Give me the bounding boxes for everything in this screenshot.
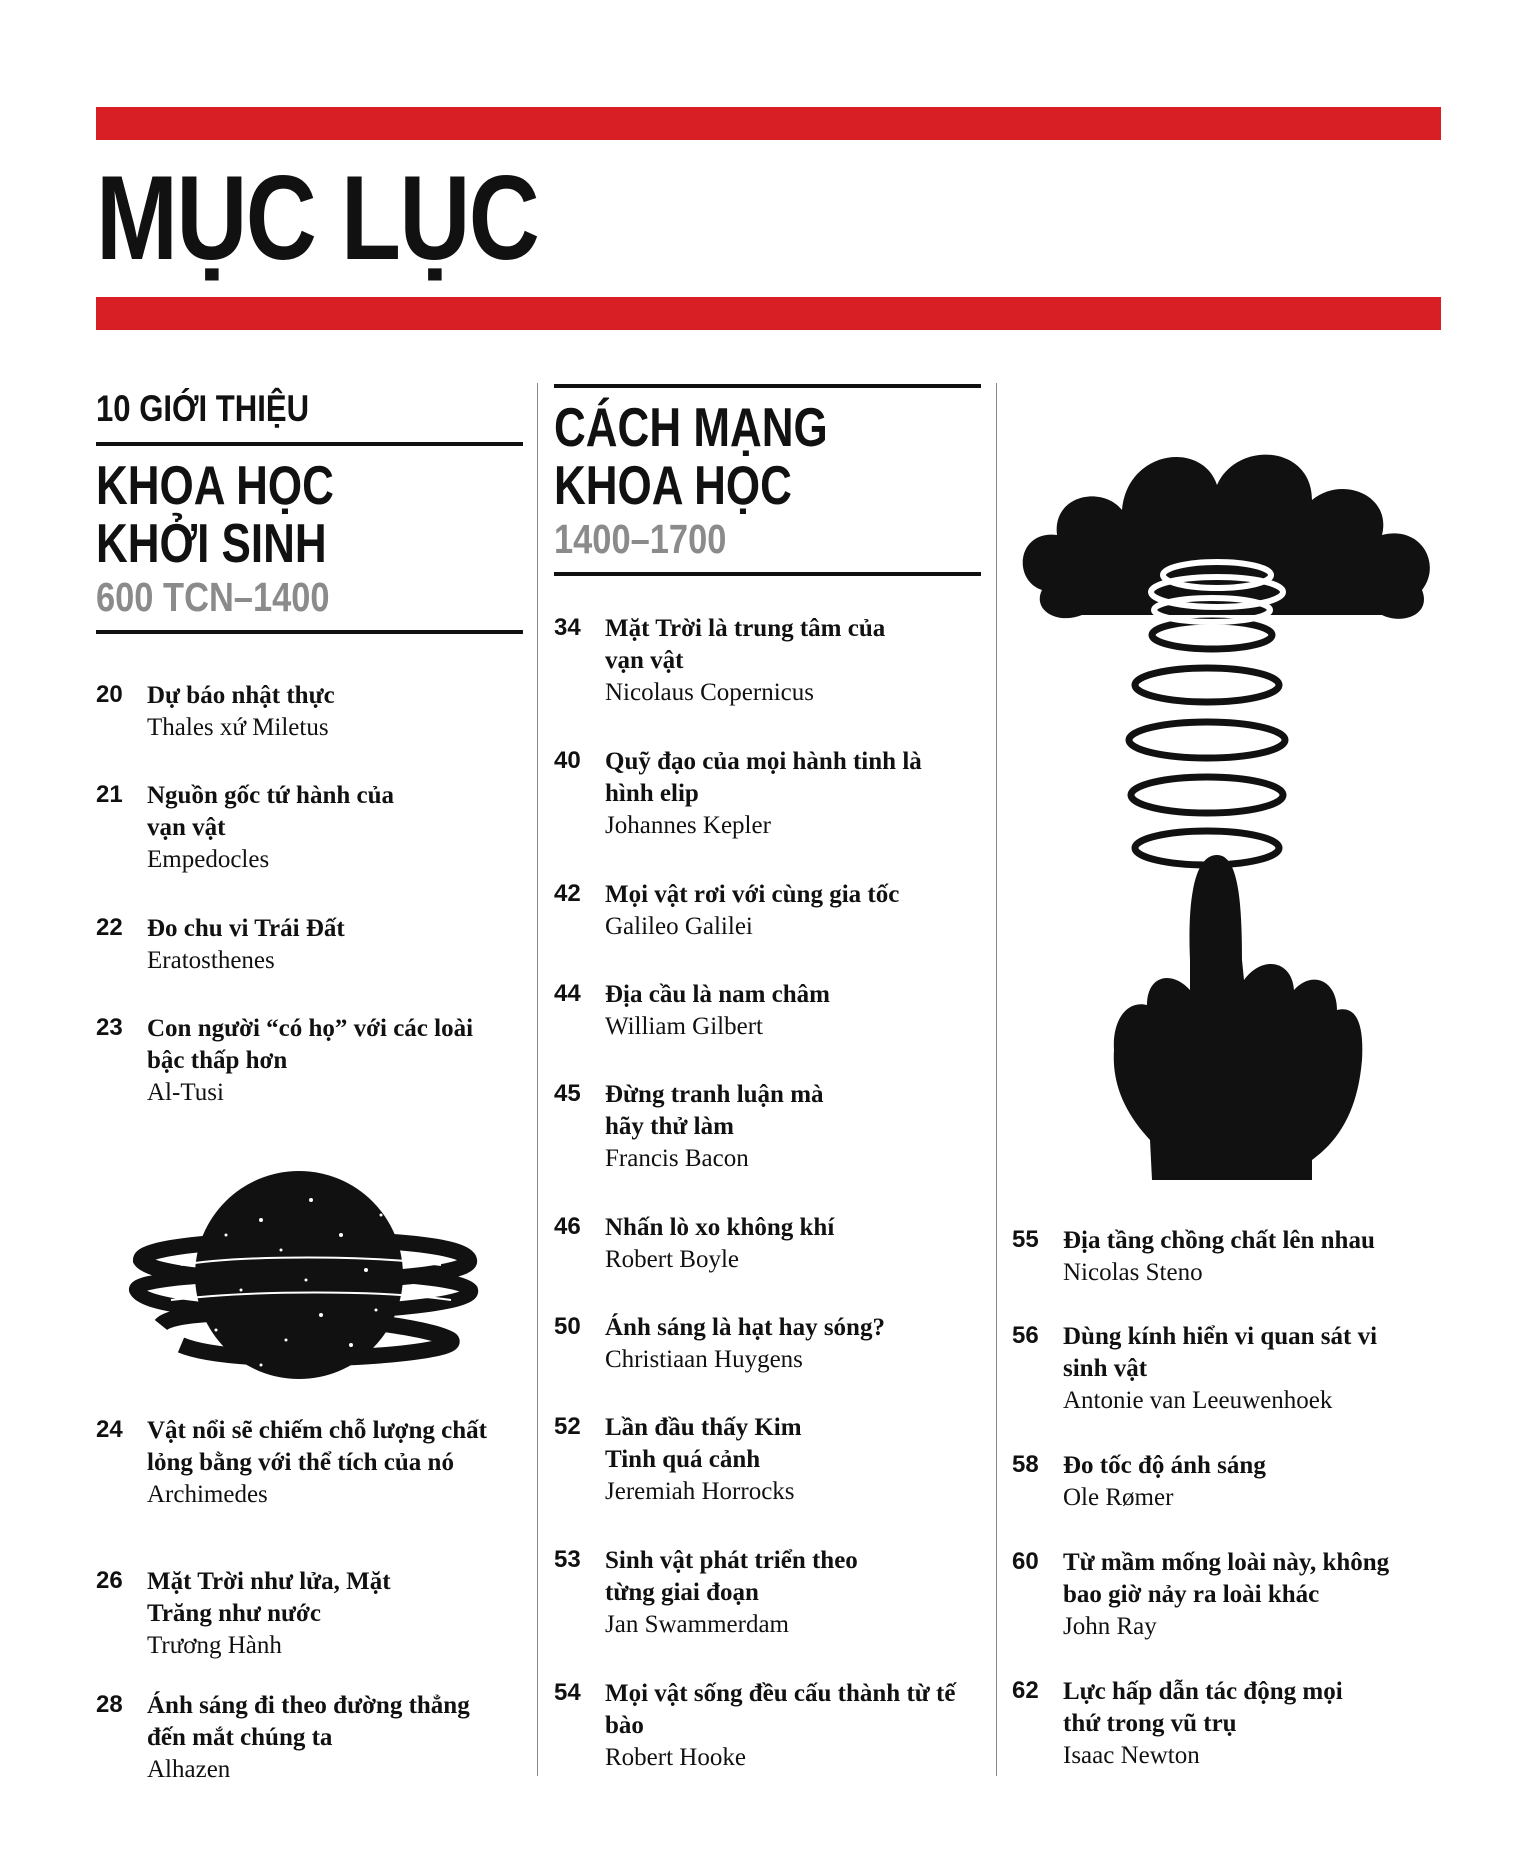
toc-entry[interactable]: [554, 879, 981, 943]
page-number: 24: [96, 1416, 123, 1443]
page-number: 45: [554, 1080, 581, 1107]
toc-entry[interactable]: [96, 1566, 523, 1662]
entry-author: Nicolaus Copernicus: [605, 679, 814, 706]
entry-author: Eratosthenes: [147, 947, 275, 974]
section-title: [554, 398, 896, 514]
entry-title: Nguồn gốc tứ hành của vạn vật: [147, 782, 394, 841]
entry-title: Nhấn lò xo không khí: [605, 1214, 835, 1241]
entry-title: Sinh vật phát triển theo từng giai đoạn: [605, 1547, 858, 1606]
column-divider: [537, 383, 538, 1776]
toc-entry[interactable]: [96, 913, 523, 977]
entry-title: Con người “có họ” với các loài bậc thấp hơn: [147, 1015, 474, 1074]
section-title-line: KHOA HỌC: [96, 454, 334, 516]
entry-title: Vật nổi sẽ chiếm chỗ lượng chất lỏng bằng với thể tích của nó: [147, 1417, 487, 1476]
entry-author: Trương Hành: [147, 1632, 282, 1659]
entry-author: Jeremiah Horrocks: [605, 1478, 795, 1505]
entry-author: Robert Boyle: [605, 1246, 740, 1273]
page-number: 62: [1012, 1677, 1039, 1704]
entry-author: William Gilbert: [605, 1013, 763, 1040]
page-number: 60: [1012, 1548, 1039, 1575]
entry-author: Antonie van Leeuwenhoek: [1063, 1387, 1333, 1414]
cloud-spring-finger-illustration: [1012, 400, 1444, 1180]
section-rule: [554, 572, 981, 576]
entry-author: John Ray: [1063, 1613, 1157, 1640]
ringed-planet-illustration: [121, 1140, 481, 1400]
entry-title: Đo chu vi Trái Đất: [147, 915, 345, 942]
toc-entry[interactable]: [96, 680, 523, 744]
section-rule: [554, 384, 981, 388]
page-number: 42: [554, 880, 581, 907]
toc-entry[interactable]: [1012, 1676, 1444, 1772]
entry-author: Empedocles: [147, 846, 270, 873]
section-dates: 600 TCN–1400: [96, 574, 330, 620]
entry-title: Đo tốc độ ánh sáng: [1063, 1452, 1266, 1479]
page-number: 40: [554, 747, 581, 774]
page-number: 54: [554, 1679, 581, 1706]
section-rule: [96, 630, 523, 634]
toc-entry[interactable]: [554, 613, 981, 709]
entry-author: Francis Bacon: [605, 1145, 749, 1172]
page-number: 21: [96, 781, 123, 808]
entry-title: Dự báo nhật thực: [147, 682, 335, 709]
page-number: 22: [96, 914, 123, 941]
section-title-line: KHOA HỌC: [554, 454, 792, 516]
entry-title: Địa tầng chồng chất lên nhau: [1063, 1227, 1375, 1254]
toc-entry[interactable]: [96, 1415, 523, 1511]
toc-entry[interactable]: [554, 746, 981, 842]
toc-entry[interactable]: [96, 1013, 523, 1109]
section-title-line: CÁCH MẠNG: [554, 396, 828, 458]
page-number: 20: [96, 681, 123, 708]
section-title-line: KHỞI SINH: [96, 512, 327, 574]
bottom-red-bar: [96, 297, 1441, 330]
page-number: 26: [96, 1567, 123, 1594]
entry-author: Al-Tusi: [147, 1079, 224, 1106]
page-number: 44: [554, 980, 581, 1007]
toc-entry[interactable]: [554, 979, 981, 1043]
toc-entry[interactable]: [554, 1545, 981, 1641]
toc-entry[interactable]: [1012, 1225, 1444, 1289]
section-dates: 1400–1700: [554, 516, 727, 562]
entry-author: Jan Swammerdam: [605, 1611, 789, 1638]
intro-link[interactable]: 10 GIỚI THIỆU: [96, 388, 310, 429]
section-title: [96, 456, 438, 572]
page-number: 50: [554, 1313, 581, 1340]
page-number: 46: [554, 1213, 581, 1240]
section-rule: [96, 442, 523, 446]
entry-title: Mọi vật rơi với cùng gia tốc: [605, 881, 900, 908]
entry-title: Lần đầu thấy Kim Tinh quá cảnh: [605, 1414, 802, 1473]
entry-title: Địa cầu là nam châm: [605, 981, 830, 1008]
toc-entry[interactable]: [96, 1690, 523, 1786]
toc-entry[interactable]: [1012, 1321, 1444, 1417]
page-number: 58: [1012, 1451, 1039, 1478]
entry-title: Mặt Trời là trung tâm của vạn vật: [605, 615, 886, 674]
entry-title: Ánh sáng là hạt hay sóng?: [605, 1314, 885, 1341]
entry-title: Đừng tranh luận mà hãy thử làm: [605, 1081, 824, 1140]
toc-entry[interactable]: [554, 1312, 981, 1376]
entry-author: Christiaan Huygens: [605, 1346, 803, 1373]
page-number: 56: [1012, 1322, 1039, 1349]
toc-entry[interactable]: [1012, 1547, 1444, 1643]
page-number: 53: [554, 1546, 581, 1573]
entry-title: Mặt Trời như lửa, Mặt Trăng như nước: [147, 1568, 391, 1627]
page-title: MỤC LỤC: [96, 151, 539, 285]
toc-entry[interactable]: [554, 1678, 981, 1774]
entry-author: Galileo Galilei: [605, 913, 753, 940]
column-divider: [996, 383, 997, 1776]
page-number: 23: [96, 1014, 123, 1041]
toc-entry[interactable]: [554, 1079, 981, 1175]
entry-title: Mọi vật sống đều cấu thành từ tế bào: [605, 1680, 956, 1739]
toc-entry[interactable]: [554, 1412, 981, 1508]
entry-author: Thales xứ Miletus: [147, 714, 329, 741]
entry-title: Dùng kính hiển vi quan sát vi sinh vật: [1063, 1323, 1378, 1382]
page-number: 55: [1012, 1226, 1039, 1253]
page-header: [96, 107, 1441, 330]
entry-title: Lực hấp dẫn tác động mọi thứ trong vũ trụ: [1063, 1678, 1343, 1737]
entry-title: Quỹ đạo của mọi hành tinh là hình elip: [605, 748, 922, 807]
entry-author: Ole Rømer: [1063, 1484, 1174, 1511]
entry-author: Alhazen: [147, 1756, 231, 1783]
column-early-science: [96, 380, 523, 1783]
toc-entry[interactable]: [554, 1212, 981, 1276]
entry-author: Nicolas Steno: [1063, 1259, 1203, 1286]
page-number: 28: [96, 1691, 123, 1718]
page-number: 34: [554, 614, 581, 641]
column-scientific-revolution: [554, 380, 981, 1771]
page-number: 52: [554, 1413, 581, 1440]
entry-author: Johannes Kepler: [605, 812, 771, 839]
toc-entry[interactable]: [96, 780, 523, 876]
entry-title: Ánh sáng đi theo đường thẳng đến mắt chúng ta: [147, 1692, 470, 1751]
toc-entry[interactable]: [1012, 1450, 1444, 1514]
entry-author: Archimedes: [147, 1481, 268, 1508]
entry-author: Robert Hooke: [605, 1744, 746, 1771]
top-red-bar: [96, 107, 1441, 140]
entry-title: Từ mầm mống loài này, không bao giờ nảy ra loài khác: [1063, 1549, 1390, 1608]
entry-author: Isaac Newton: [1063, 1742, 1200, 1769]
